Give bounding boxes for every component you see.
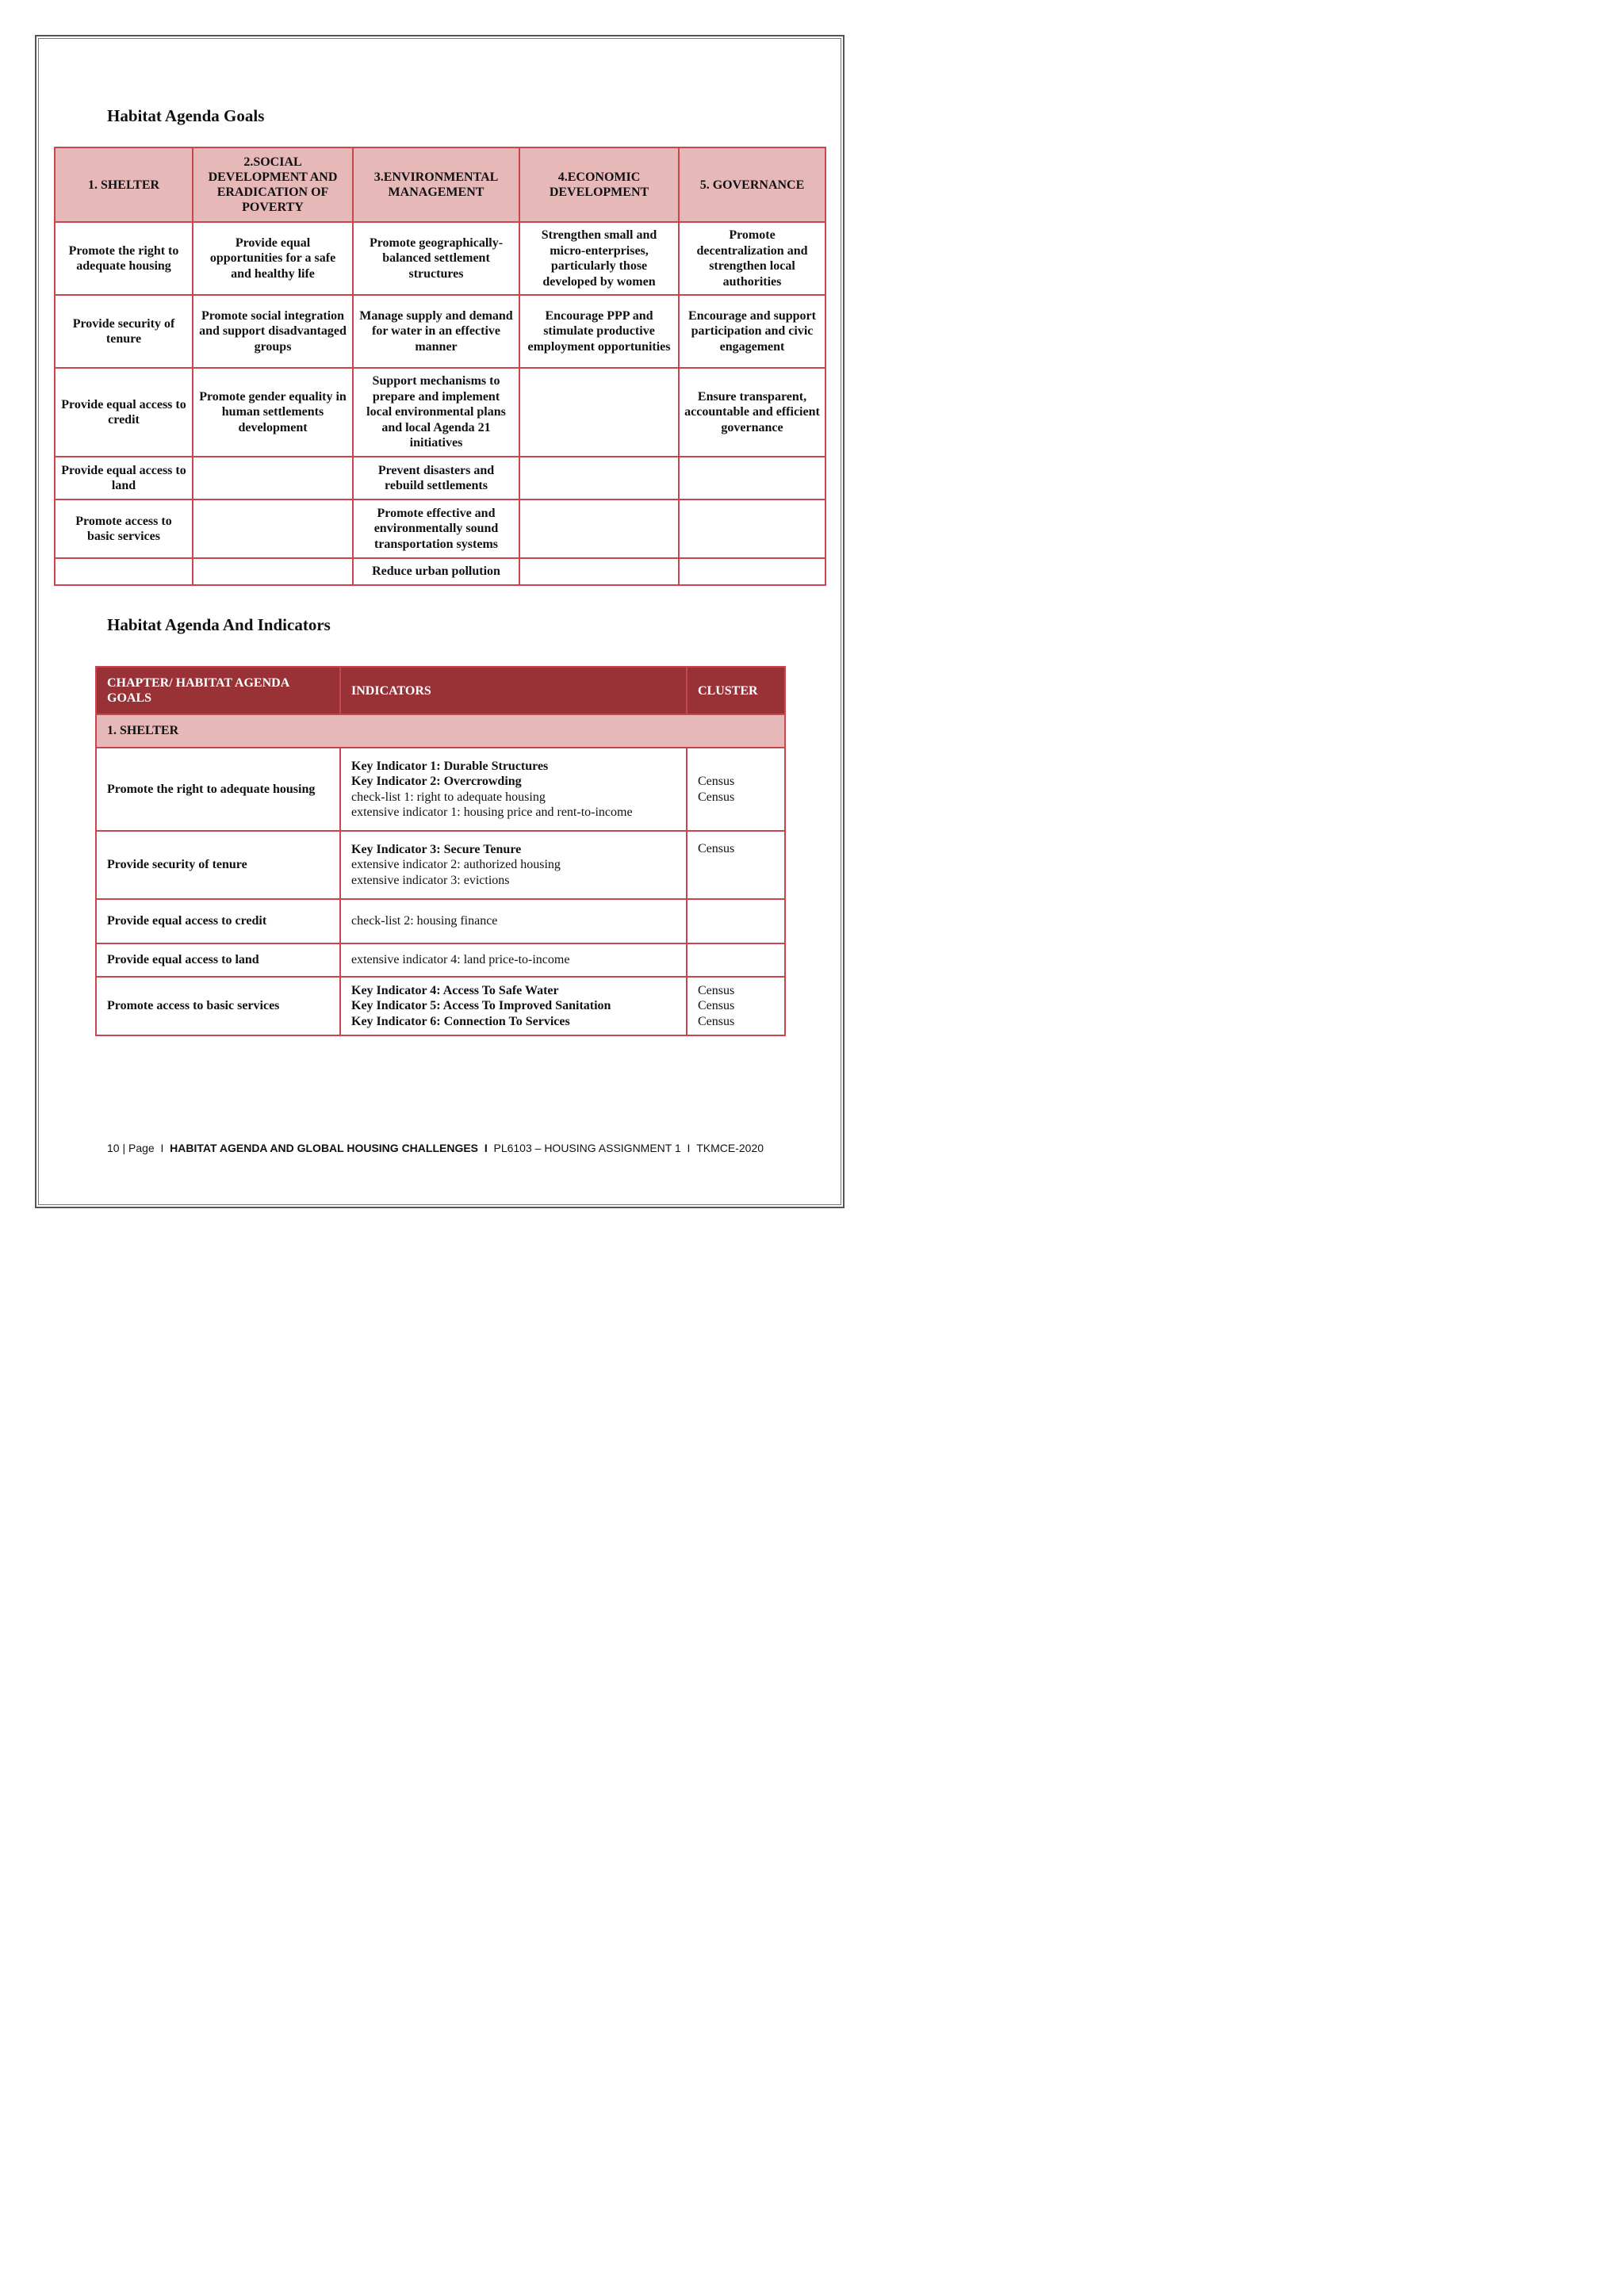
goals-header-cell: 1. SHELTER [55,147,193,222]
goals-row [55,295,825,368]
key-indicator: Key Indicator 4: Access To Safe Water [351,983,559,997]
footer-separator: I [687,1142,691,1154]
key-indicator: Key Indicator 6: Connection To Services [351,1014,570,1028]
indicator-text: check-list 2: housing finance [351,914,498,928]
goals-header-cell: 4.ECONOMIC DEVELOPMENT [519,147,679,222]
table-row [96,899,785,943]
goals-cell: Provide equal access to credit [55,368,193,457]
indicators-cell [340,943,687,977]
cluster-cell [687,831,785,899]
goals-cell: Promote effective and environmentally sound transportation systems [353,499,519,558]
goals-cell: Strengthen small and micro-enterprises, particularly those developed by women [519,222,679,295]
indicators-header-cell: CHAPTER/ HABITAT AGENDA GOALS [96,667,340,714]
goals-cell [193,499,353,558]
indicators-cell [340,831,687,899]
goals-header-cell: 5. GOVERNANCE [679,147,825,222]
goal-cell: Provide equal access to credit [96,899,340,943]
goals-row [55,499,825,558]
indicator-text: extensive indicator 4: land price-to-income [351,953,570,967]
section-label: 1. SHELTER [96,714,785,748]
indicators-header-row [96,667,785,714]
goals-row [55,558,825,585]
goals-cell: Ensure transparent, accountable and efficient governance [679,368,825,457]
cluster-value: Census [698,999,735,1013]
goals-header-cell: 3.ENVIRONMENTAL MANAGEMENT [353,147,519,222]
page-footer [107,1142,764,1154]
indicators-cell [340,748,687,831]
goals-header-row [55,147,825,222]
footer-separator: I [160,1142,164,1154]
goal-cell: Provide security of tenure [96,831,340,899]
table-row [96,831,785,899]
footer-separator: I [484,1142,488,1154]
indicators-header-cell: INDICATORS [340,667,687,714]
cluster-value: Census [698,1014,735,1028]
indicators-section-row [96,714,785,748]
cluster-cell [687,748,785,831]
cluster-cell [687,943,785,977]
goals-header-cell: 2.SOCIAL DEVELOPMENT AND ERADICATION OF POVERTY [193,147,353,222]
indicators-table [95,666,786,1036]
indicator-text: extensive indicator 2: authorized housing [351,858,561,872]
goals-cell: Promote access to basic services [55,499,193,558]
footer-course: PL6103 – HOUSING ASSIGNMENT 1 [493,1142,681,1154]
indicator-text: extensive indicator 3: evictions [351,873,510,887]
cluster-value: Census [698,983,735,997]
footer-title: HABITAT AGENDA AND GLOBAL HOUSING CHALLENGES [170,1142,479,1154]
goals-row [55,368,825,457]
cluster-cell [687,899,785,943]
goals-cell [679,457,825,499]
table-row [96,943,785,977]
goals-cell [679,499,825,558]
goals-cell [519,558,679,585]
goals-cell: Support mechanisms to prepare and implement local environmental plans and local Agenda 21 initiatives [353,368,519,457]
goals-cell: Provide equal opportunities for a safe and healthy life [193,222,353,295]
cluster-value: Census [698,842,735,855]
goals-table [54,147,826,586]
table-row [96,748,785,831]
goals-cell [519,368,679,457]
goals-cell: Reduce urban pollution [353,558,519,585]
indicators-header-cell: CLUSTER [687,667,785,714]
cluster-value: Census [698,790,735,804]
cluster-cell [687,977,785,1035]
key-indicator: Key Indicator 5: Access To Improved Sanitation [351,999,611,1013]
goals-cell [679,558,825,585]
goal-cell: Promote access to basic services [96,977,340,1035]
key-indicator: Key Indicator 1: Durable Structures [351,759,549,773]
footer-org: TKMCE-2020 [696,1142,764,1154]
goals-cell [193,558,353,585]
goals-row [55,457,825,499]
goals-cell: Promote gender equality in human settlements development [193,368,353,457]
goals-cell [519,457,679,499]
key-indicator: Key Indicator 2: Overcrowding [351,775,522,788]
page-number: 10 | Page [107,1142,155,1154]
goals-cell: Prevent disasters and rebuild settlements [353,457,519,499]
goals-cell: Provide security of tenure [55,295,193,368]
indicator-text: check-list 1: right to adequate housing [351,790,546,804]
goal-cell: Provide equal access to land [96,943,340,977]
goals-cell [55,558,193,585]
key-indicator: Key Indicator 3: Secure Tenure [351,842,522,856]
goals-cell: Provide equal access to land [55,457,193,499]
goals-cell: Manage supply and demand for water in an effective manner [353,295,519,368]
goals-cell: Promote social integration and support disadvantaged groups [193,295,353,368]
goal-cell: Promote the right to adequate housing [96,748,340,831]
goals-cell [193,457,353,499]
indicators-cell [340,899,687,943]
goals-cell: Promote the right to adequate housing [55,222,193,295]
goals-row [55,222,825,295]
indicator-text: extensive indicator 1: housing price and rent-to-income [351,806,633,819]
goals-cell: Encourage and support participation and civic engagement [679,295,825,368]
goals-cell: Promote geographically-balanced settlement structures [353,222,519,295]
goals-cell: Encourage PPP and stimulate productive employment opportunities [519,295,679,368]
table-row [96,977,785,1035]
section-title-goals: Habitat Agenda Goals [107,106,265,125]
indicators-cell [340,977,687,1035]
goals-cell: Promote decentralization and strengthen local authorities [679,222,825,295]
cluster-value: Census [698,775,735,788]
section-title-indicators: Habitat Agenda And Indicators [107,615,331,634]
goals-cell [519,499,679,558]
